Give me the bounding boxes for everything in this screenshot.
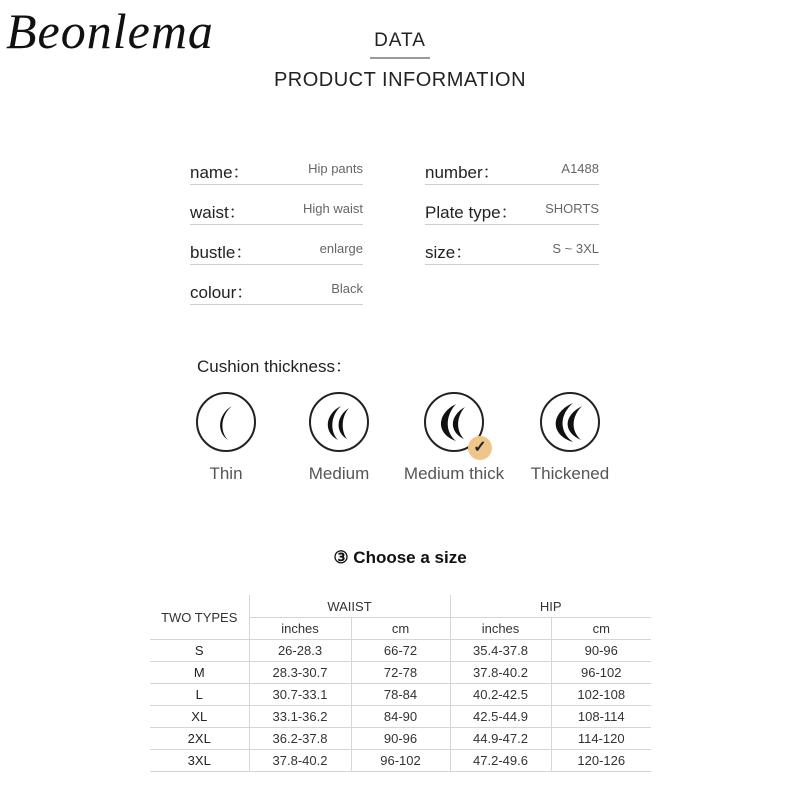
table-cell: S: [150, 640, 249, 662]
table-cell: 108-114: [551, 706, 651, 728]
table-cell: 2XL: [150, 728, 249, 750]
size-table: [150, 595, 651, 772]
table-row: [150, 662, 651, 684]
field-plate-type-value: SHORTS: [545, 201, 599, 216]
table-row: [150, 728, 651, 750]
table-cell: L: [150, 684, 249, 706]
table-cell: 90-96: [351, 728, 450, 750]
table-cell: M: [150, 662, 249, 684]
cushion-option-medium[interactable]: [279, 392, 399, 484]
col-hip-cm: cm: [551, 618, 651, 640]
table-cell: 47.2-49.6: [450, 750, 551, 772]
col-group-hip: HIP: [450, 595, 651, 618]
col-waist-cm: cm: [351, 618, 450, 640]
field-colour: [190, 278, 363, 305]
field-bustle-key: bustle：: [190, 243, 253, 262]
field-colour-value: Black: [331, 281, 363, 296]
table-row: [150, 640, 651, 662]
medium-cushion-icon: [309, 392, 369, 452]
table-cell: 114-120: [551, 728, 651, 750]
cushion-option-label: Medium: [308, 464, 370, 483]
cushion-option-label: Thickened: [530, 464, 610, 483]
table-row: [150, 684, 651, 706]
table-cell: 37.8-40.2: [450, 662, 551, 684]
table-cell: 102-108: [551, 684, 651, 706]
brand-logo: Beonlema: [6, 3, 214, 59]
medium-thick-cushion-icon: [424, 392, 487, 456]
product-information-heading: PRODUCT INFORMATION: [273, 69, 527, 91]
table-cell: 96-102: [351, 750, 450, 772]
field-name-key: name：: [190, 163, 250, 182]
col-group-waist: WAIIST: [249, 595, 450, 618]
field-name-value: Hip pants: [308, 161, 363, 176]
field-size-key: size：: [425, 243, 473, 262]
table-row: [150, 750, 651, 772]
field-waist-value: High waist: [303, 201, 363, 216]
field-size: [425, 238, 599, 265]
thin-cushion-icon: [196, 392, 256, 452]
choose-size-title: ③ Choose a size: [333, 548, 467, 567]
cushion-option-thickened[interactable]: [510, 392, 630, 484]
field-bustle-value: enlarge: [319, 241, 363, 256]
field-number-value: A1488: [561, 161, 599, 176]
field-size-value: S ~ 3XL: [552, 241, 599, 256]
cushion-option-label: Thin: [209, 464, 243, 483]
field-waist-key: waist：: [190, 203, 246, 222]
table-row: [150, 706, 651, 728]
table-cell: 40.2-42.5: [450, 684, 551, 706]
thickened-cushion-icon: [540, 392, 600, 452]
table-cell: 44.9-47.2: [450, 728, 551, 750]
table-cell: 3XL: [150, 750, 249, 772]
table-cell: 90-96: [551, 640, 651, 662]
check-icon: ✓: [468, 436, 492, 460]
table-cell: 120-126: [551, 750, 651, 772]
table-cell: 66-72: [351, 640, 450, 662]
table-cell: 33.1-36.2: [249, 706, 351, 728]
table-cell: 26-28.3: [249, 640, 351, 662]
table-cell: 78-84: [351, 684, 450, 706]
col-waist-inches: inches: [249, 618, 351, 640]
table-cell: 72-78: [351, 662, 450, 684]
field-plate-type-key: Plate type：: [425, 203, 518, 222]
table-cell: 96-102: [551, 662, 651, 684]
field-name: [190, 158, 363, 185]
field-waist: [190, 198, 363, 225]
table-cell: 42.5-44.9: [450, 706, 551, 728]
table-cell: 37.8-40.2: [249, 750, 351, 772]
col-hip-inches: inches: [450, 618, 551, 640]
table-cell: 30.7-33.1: [249, 684, 351, 706]
field-bustle: [190, 238, 363, 265]
cushion-option-medium-thick[interactable]: [394, 392, 514, 484]
table-cell: 84-90: [351, 706, 450, 728]
cushion-option-label: Medium thick: [403, 464, 505, 483]
field-colour-key: colour：: [190, 283, 254, 302]
table-cell: XL: [150, 706, 249, 728]
data-heading: [0, 30, 800, 59]
field-plate-type: [425, 198, 599, 225]
table-cell: 36.2-37.8: [249, 728, 351, 750]
data-heading-text: DATA: [370, 30, 430, 59]
cushion-option-thin[interactable]: [166, 392, 286, 484]
field-number: [425, 158, 599, 185]
table-cell: 35.4-37.8: [450, 640, 551, 662]
field-number-key: number：: [425, 163, 500, 182]
col-two-types: TWO TYPES: [150, 595, 249, 640]
table-cell: 28.3-30.7: [249, 662, 351, 684]
cushion-thickness-label: Cushion thickness：: [197, 357, 352, 376]
